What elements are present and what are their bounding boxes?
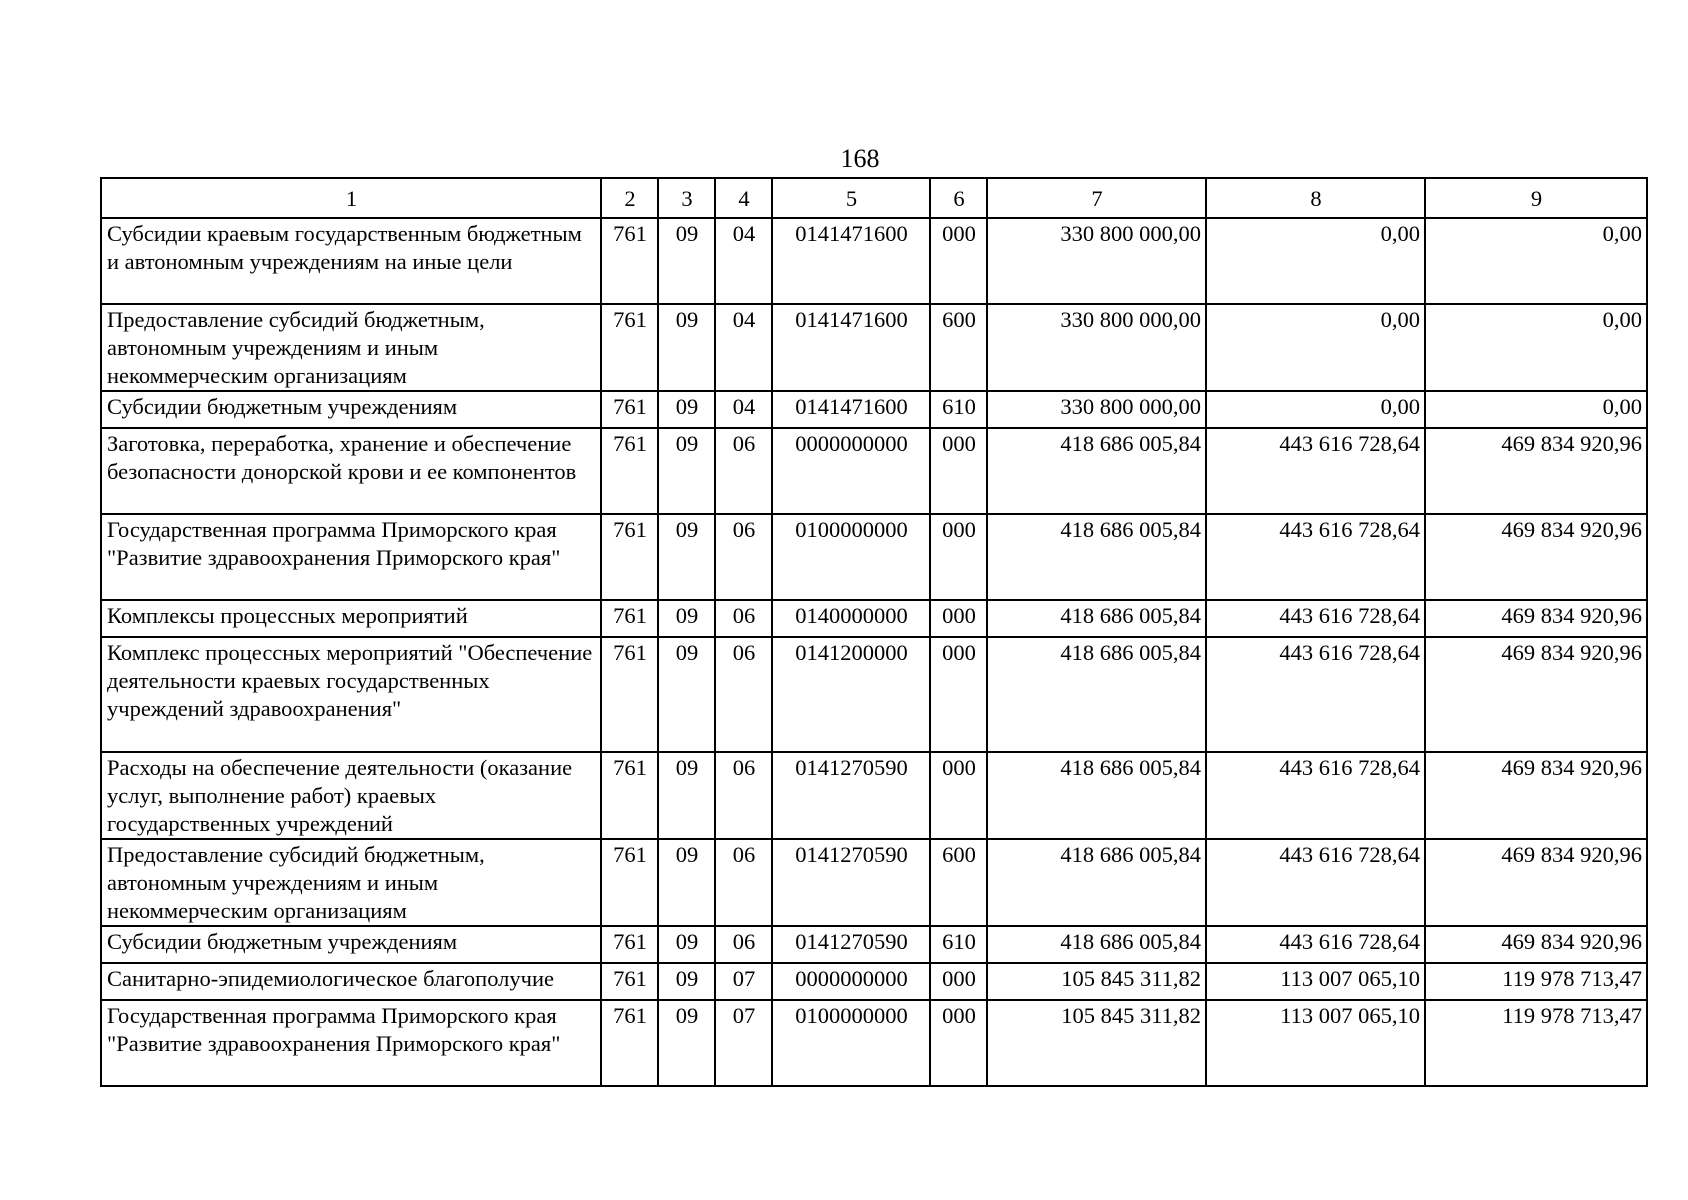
- cell-amount: 330 800 000,00: [987, 218, 1206, 304]
- cell-code: 000: [930, 600, 987, 637]
- cell-code: 0141471600: [772, 218, 930, 304]
- cell-code: 04: [715, 218, 772, 304]
- cell-code: 761: [601, 926, 658, 963]
- cell-code: 09: [658, 514, 715, 600]
- cell-code: 600: [930, 839, 987, 926]
- cell-amount: 418 686 005,84: [987, 514, 1206, 600]
- cell-amount: 469 834 920,96: [1425, 428, 1647, 514]
- cell-code: 06: [715, 514, 772, 600]
- cell-amount: 469 834 920,96: [1425, 926, 1647, 963]
- cell-amount: 443 616 728,64: [1206, 600, 1425, 637]
- cell-amount: 105 845 311,82: [987, 963, 1206, 1000]
- cell-amount: 469 834 920,96: [1425, 637, 1647, 752]
- cell-amount: 119 978 713,47: [1425, 963, 1647, 1000]
- cell-code: 09: [658, 963, 715, 1000]
- column-header: 5: [772, 178, 930, 218]
- cell-code: 761: [601, 963, 658, 1000]
- cell-code: 0141200000: [772, 637, 930, 752]
- cell-code: 07: [715, 963, 772, 1000]
- table-row: [101, 926, 1647, 963]
- cell-amount: 0,00: [1206, 218, 1425, 304]
- column-header: 2: [601, 178, 658, 218]
- cell-amount: 0,00: [1425, 304, 1647, 391]
- cell-amount: 443 616 728,64: [1206, 514, 1425, 600]
- cell-amount: 105 845 311,82: [987, 1000, 1206, 1086]
- table-row: [101, 839, 1647, 926]
- cell-amount: 469 834 920,96: [1425, 752, 1647, 839]
- column-header: 6: [930, 178, 987, 218]
- table-row: [101, 600, 1647, 637]
- cell-code: 000: [930, 514, 987, 600]
- budget-table: [100, 177, 1648, 1087]
- cell-code: 0141270590: [772, 839, 930, 926]
- cell-amount: 0,00: [1425, 391, 1647, 428]
- cell-amount: 0,00: [1206, 304, 1425, 391]
- row-name: Субсидии бюджетным учреждениям: [101, 391, 601, 428]
- cell-amount: 330 800 000,00: [987, 391, 1206, 428]
- row-name: Субсидии бюджетным учреждениям: [101, 926, 601, 963]
- cell-code: 06: [715, 926, 772, 963]
- cell-amount: 443 616 728,64: [1206, 752, 1425, 839]
- cell-amount: 469 834 920,96: [1425, 600, 1647, 637]
- row-name: Государственная программа Приморского края "Развитие здравоохранения Приморского края": [101, 1000, 601, 1086]
- cell-code: 09: [658, 926, 715, 963]
- column-header: 9: [1425, 178, 1647, 218]
- column-header: 7: [987, 178, 1206, 218]
- cell-code: 06: [715, 637, 772, 752]
- page-number: 168: [840, 144, 880, 173]
- cell-code: 0141471600: [772, 391, 930, 428]
- cell-amount: 469 834 920,96: [1425, 839, 1647, 926]
- cell-code: 09: [658, 1000, 715, 1086]
- cell-code: 000: [930, 218, 987, 304]
- cell-code: 06: [715, 428, 772, 514]
- cell-code: 600: [930, 304, 987, 391]
- column-header: 4: [715, 178, 772, 218]
- cell-amount: 443 616 728,64: [1206, 637, 1425, 752]
- cell-code: 07: [715, 1000, 772, 1086]
- table-row: [101, 514, 1647, 600]
- column-header: 3: [658, 178, 715, 218]
- table-row: [101, 218, 1647, 304]
- cell-amount: 418 686 005,84: [987, 926, 1206, 963]
- cell-code: 761: [601, 514, 658, 600]
- row-name: Расходы на обеспечение деятельности (оказание услуг, выполнение работ) краевых государственных учреждений: [101, 752, 601, 839]
- cell-amount: 0,00: [1425, 218, 1647, 304]
- column-header: 1: [101, 178, 601, 218]
- cell-code: 761: [601, 839, 658, 926]
- table-row: [101, 752, 1647, 839]
- cell-code: 04: [715, 391, 772, 428]
- cell-code: 0141270590: [772, 926, 930, 963]
- table-row: [101, 428, 1647, 514]
- cell-code: 09: [658, 752, 715, 839]
- row-name: Субсидии краевым государственным бюджетным и автономным учреждениям на иные цели: [101, 218, 601, 304]
- row-name: Предоставление субсидий бюджетным, автономным учреждениям и иным некоммерческим организациям: [101, 304, 601, 391]
- column-header: 8: [1206, 178, 1425, 218]
- cell-code: 761: [601, 600, 658, 637]
- cell-code: 06: [715, 839, 772, 926]
- cell-code: 0140000000: [772, 600, 930, 637]
- cell-code: 09: [658, 304, 715, 391]
- cell-code: 761: [601, 218, 658, 304]
- cell-amount: 0,00: [1206, 391, 1425, 428]
- cell-code: 0100000000: [772, 1000, 930, 1086]
- cell-code: 761: [601, 1000, 658, 1086]
- row-name: Государственная программа Приморского края "Развитие здравоохранения Приморского края": [101, 514, 601, 600]
- cell-code: 761: [601, 637, 658, 752]
- cell-code: 761: [601, 752, 658, 839]
- cell-code: 09: [658, 391, 715, 428]
- cell-code: 0000000000: [772, 963, 930, 1000]
- cell-amount: 418 686 005,84: [987, 428, 1206, 514]
- cell-code: 09: [658, 839, 715, 926]
- table-row: [101, 1000, 1647, 1086]
- row-name: Комплексы процессных мероприятий: [101, 600, 601, 637]
- cell-amount: 443 616 728,64: [1206, 926, 1425, 963]
- table-row: [101, 304, 1647, 391]
- cell-code: 761: [601, 391, 658, 428]
- table-row: [101, 637, 1647, 752]
- cell-code: 09: [658, 637, 715, 752]
- cell-code: 761: [601, 304, 658, 391]
- cell-amount: 418 686 005,84: [987, 637, 1206, 752]
- cell-code: 09: [658, 600, 715, 637]
- row-name: Предоставление субсидий бюджетным, автономным учреждениям и иным некоммерческим организациям: [101, 839, 601, 926]
- cell-amount: 113 007 065,10: [1206, 963, 1425, 1000]
- cell-amount: 418 686 005,84: [987, 752, 1206, 839]
- cell-amount: 443 616 728,64: [1206, 839, 1425, 926]
- table-header-row: [101, 178, 1647, 218]
- cell-amount: 443 616 728,64: [1206, 428, 1425, 514]
- row-name: Комплекс процессных мероприятий "Обеспечение деятельности краевых государственных учреждений здравоохранения": [101, 637, 601, 752]
- cell-code: 610: [930, 926, 987, 963]
- cell-code: 000: [930, 637, 987, 752]
- cell-amount: 330 800 000,00: [987, 304, 1206, 391]
- cell-code: 000: [930, 752, 987, 839]
- cell-code: 610: [930, 391, 987, 428]
- cell-amount: 418 686 005,84: [987, 600, 1206, 637]
- cell-code: 000: [930, 1000, 987, 1086]
- cell-code: 000: [930, 428, 987, 514]
- cell-code: 0141270590: [772, 752, 930, 839]
- cell-code: 761: [601, 428, 658, 514]
- row-name: Заготовка, переработка, хранение и обеспечение безопасности донорской крови и ее компонентов: [101, 428, 601, 514]
- cell-amount: 418 686 005,84: [987, 839, 1206, 926]
- cell-code: 0141471600: [772, 304, 930, 391]
- cell-code: 04: [715, 304, 772, 391]
- table-row: [101, 391, 1647, 428]
- cell-code: 000: [930, 963, 987, 1000]
- cell-code: 09: [658, 428, 715, 514]
- cell-amount: 113 007 065,10: [1206, 1000, 1425, 1086]
- cell-amount: 119 978 713,47: [1425, 1000, 1647, 1086]
- cell-code: 06: [715, 600, 772, 637]
- cell-code: 0000000000: [772, 428, 930, 514]
- cell-code: 09: [658, 218, 715, 304]
- cell-code: 06: [715, 752, 772, 839]
- cell-code: 0100000000: [772, 514, 930, 600]
- row-name: Санитарно-эпидемиологическое благополучие: [101, 963, 601, 1000]
- table-row: [101, 963, 1647, 1000]
- cell-amount: 469 834 920,96: [1425, 514, 1647, 600]
